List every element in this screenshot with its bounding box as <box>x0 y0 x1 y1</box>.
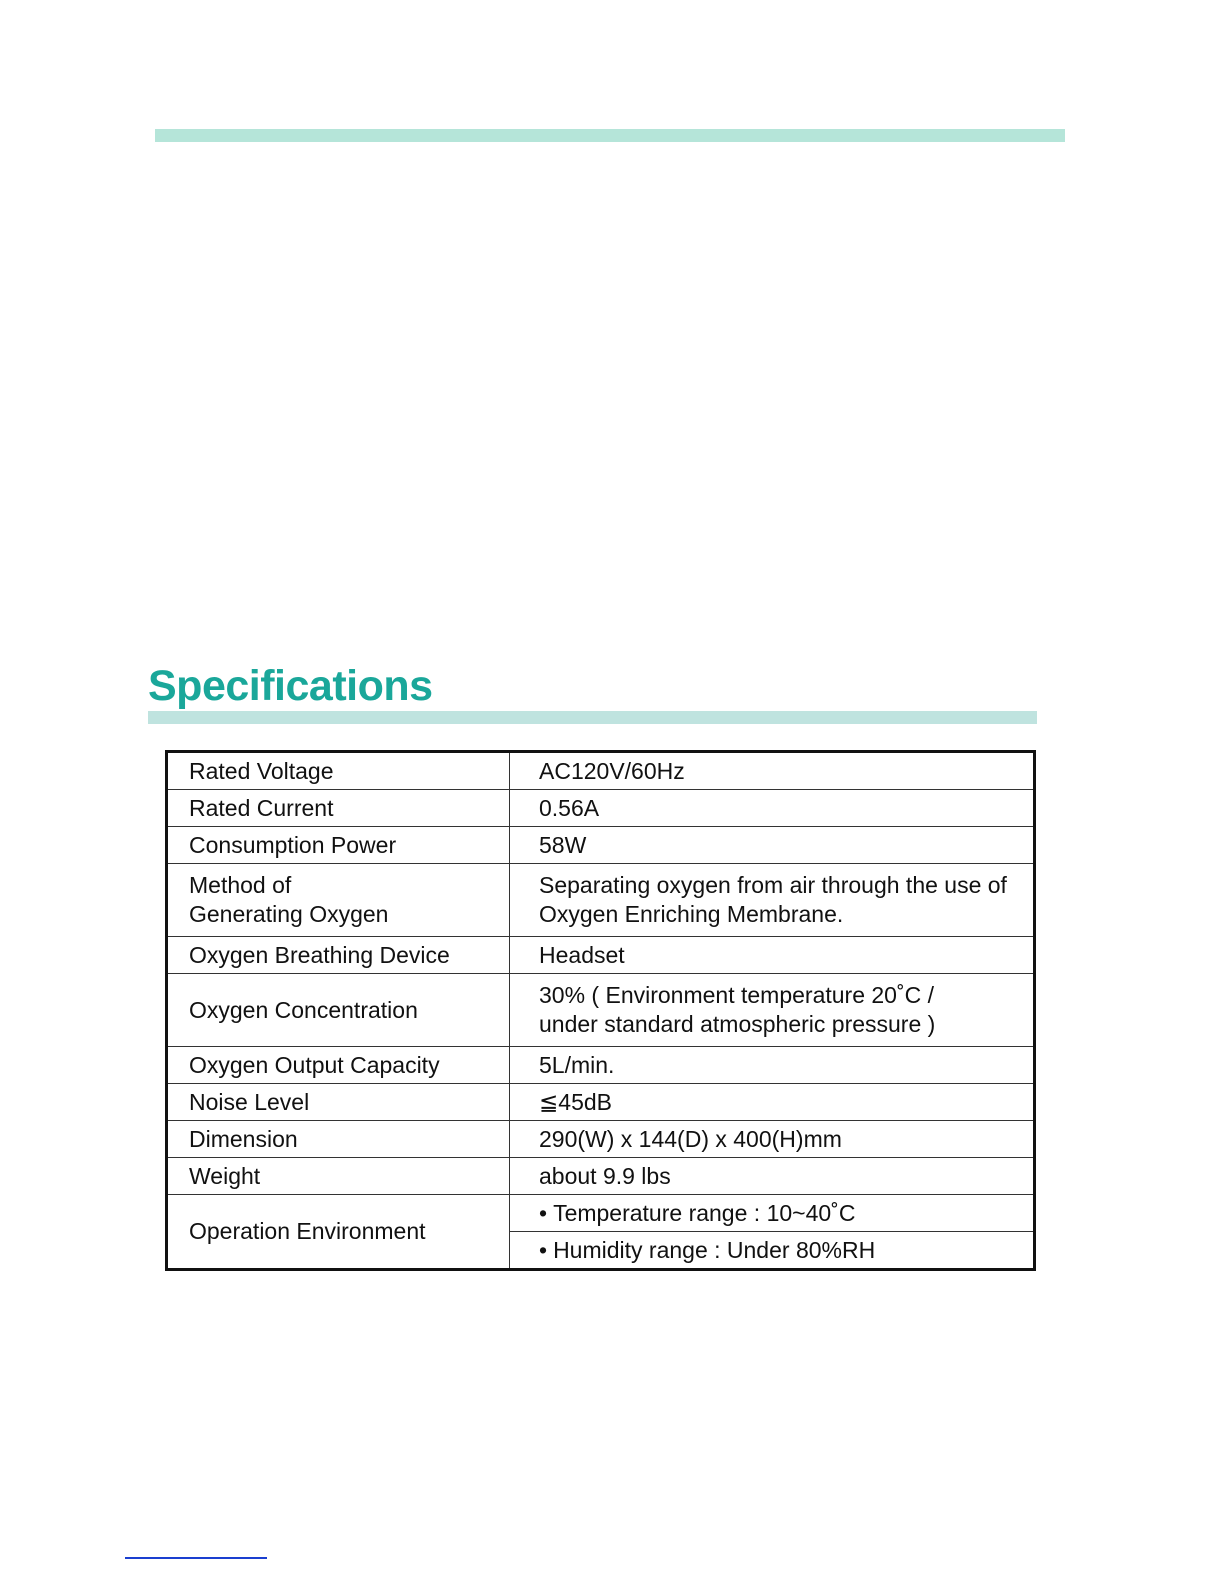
spec-value: about 9.9 lbs <box>510 1158 1035 1195</box>
spec-label-line: Method of <box>189 872 292 898</box>
spec-row-operation-environment <box>167 1195 1035 1232</box>
spec-value-text: Temperature range : 10~40˚C <box>553 1199 856 1226</box>
section-title: Specifications <box>148 662 433 710</box>
spec-label <box>167 864 510 937</box>
spec-label: Oxygen Output Capacity <box>167 1047 510 1084</box>
spec-row-dimension <box>167 1121 1035 1158</box>
spec-label: Noise Level <box>167 1084 510 1121</box>
spec-value: 58W <box>510 827 1035 864</box>
footer-link-underline <box>125 1557 267 1559</box>
section-title-underline <box>148 711 1037 724</box>
spec-value-text: Humidity range : Under 80%RH <box>553 1236 876 1263</box>
spec-value: 0.56A <box>510 790 1035 827</box>
spec-row-rated-current <box>167 790 1035 827</box>
spec-value: AC120V/60Hz <box>510 752 1035 790</box>
spec-row-weight <box>167 1158 1035 1195</box>
spec-label: Rated Voltage <box>167 752 510 790</box>
spec-row-breathing-device <box>167 937 1035 974</box>
spec-row-noise-level <box>167 1084 1035 1121</box>
spec-label: Dimension <box>167 1121 510 1158</box>
top-divider-bar <box>155 129 1065 142</box>
spec-label: Operation Environment <box>167 1195 510 1270</box>
spec-label: Rated Current <box>167 790 510 827</box>
spec-value-line: Separating oxygen from air through the use of <box>539 872 1007 898</box>
spec-value-line: 30% ( Environment temperature 20˚C / <box>539 982 935 1008</box>
spec-value <box>510 974 1035 1047</box>
spec-value <box>510 1232 1035 1270</box>
spec-value <box>510 1195 1035 1232</box>
spec-label: Consumption Power <box>167 827 510 864</box>
spec-row-output-capacity <box>167 1047 1035 1084</box>
spec-row-oxygen-concentration <box>167 974 1035 1047</box>
spec-value: 5L/min. <box>510 1047 1035 1084</box>
spec-value <box>510 864 1035 937</box>
spec-label: Oxygen Concentration <box>167 974 510 1047</box>
spec-row-rated-voltage <box>167 752 1035 790</box>
spec-label: Weight <box>167 1158 510 1195</box>
spec-value-line: Oxygen Enriching Membrane. <box>539 901 844 927</box>
spec-row-consumption-power <box>167 827 1035 864</box>
spec-label-line: Generating Oxygen <box>189 901 389 927</box>
spec-row-generating-method <box>167 864 1035 937</box>
specifications-table <box>165 750 1036 1271</box>
spec-value: ≦45dB <box>510 1084 1035 1121</box>
bullet-marker <box>539 1200 553 1226</box>
spec-label: Oxygen Breathing Device <box>167 937 510 974</box>
spec-value-line: under standard atmospheric pressure ) <box>539 1011 936 1037</box>
bullet-marker <box>539 1237 553 1263</box>
spec-value: 290(W) x 144(D) x 400(H)mm <box>510 1121 1035 1158</box>
spec-value: Headset <box>510 937 1035 974</box>
